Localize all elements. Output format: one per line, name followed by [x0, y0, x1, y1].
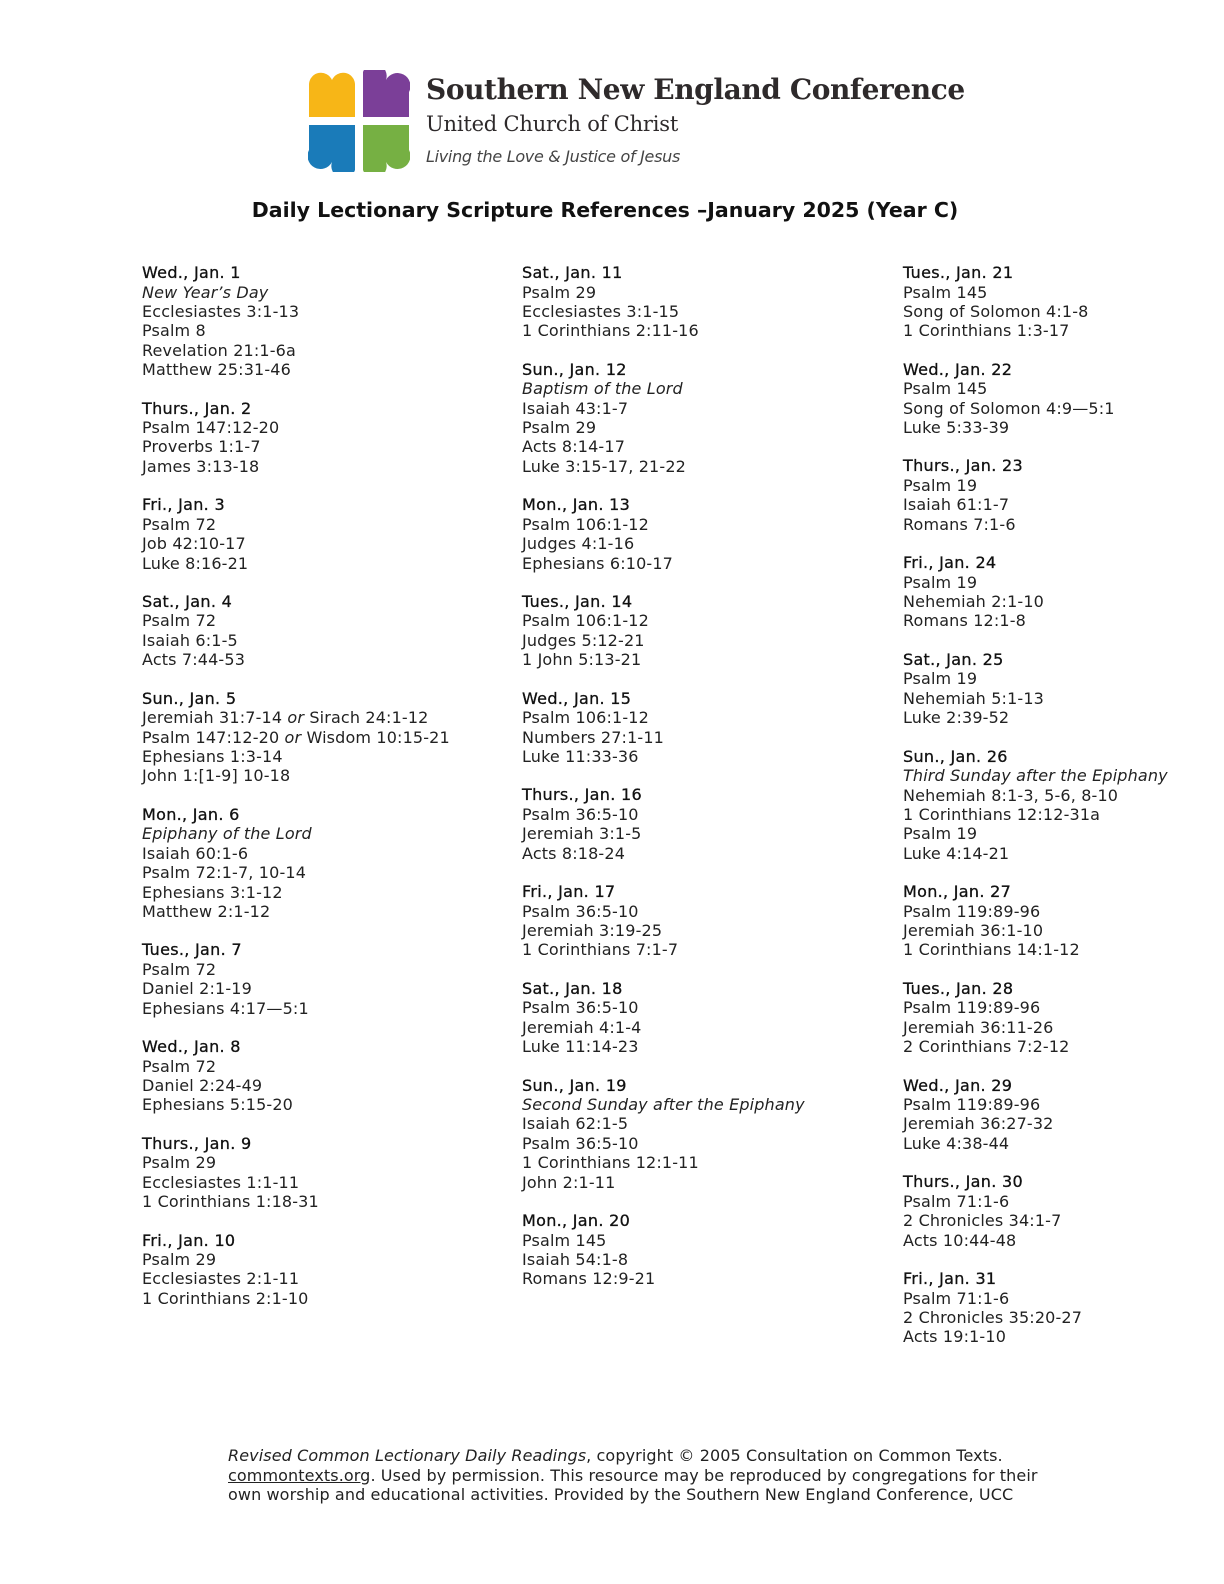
entry-date: Wed., Jan. 22: [903, 359, 1013, 379]
entry-date: Thurs., Jan. 23: [903, 456, 1023, 476]
scripture-reading: Ephesians 1:3-14: [142, 747, 283, 766]
entry-date: Fri., Jan. 3: [142, 495, 225, 515]
lectionary-entry: [903, 747, 1224, 864]
lectionary-entry: [522, 1211, 852, 1289]
scripture-reading: Daniel 2:24-49: [142, 1075, 263, 1095]
scripture-reading: John 2:1-11: [522, 1172, 616, 1192]
lectionary-entry: [142, 1037, 472, 1115]
scripture-reading: Isaiah 61:1-7: [903, 495, 1010, 515]
scripture-reading: Ephesians 6:10-17: [522, 553, 674, 573]
scripture-reading: Matthew 25:31-46: [142, 360, 291, 380]
entry-date: Mon., Jan. 20: [522, 1211, 631, 1231]
scripture-reading: Psalm 36:5-10: [522, 804, 639, 824]
lectionary-entry: [142, 399, 472, 477]
scripture-reading: Matthew 2:1-12: [142, 901, 271, 921]
entry-date: Thurs., Jan. 2: [142, 398, 252, 418]
scripture-reading: Nehemiah 5:1-13: [903, 688, 1044, 708]
scripture-reading: Isaiah 62:1-5: [522, 1114, 629, 1134]
alternative-conjunction: or: [287, 708, 305, 728]
lectionary-entry: [142, 495, 472, 573]
scripture-reading: Psalm 72:1-7, 10-14: [142, 863, 307, 883]
lectionary-entry: [142, 1134, 472, 1212]
lectionary-entry: [522, 495, 852, 573]
lectionary-entry: [522, 689, 852, 767]
scripture-reading: Romans 12:9-21: [522, 1269, 656, 1289]
logo-heart-green: [363, 125, 410, 172]
entry-date: Mon., Jan. 27: [903, 882, 1012, 902]
scripture-reading: Psalm 19: [903, 475, 978, 495]
scripture-reading: 1 Corinthians 12:1-11: [522, 1153, 699, 1173]
scripture-reading: Luke 8:16-21: [142, 553, 249, 573]
lectionary-entry: [903, 553, 1224, 631]
scripture-reading: Isaiah 6:1-5: [142, 630, 238, 650]
footer-copyright: , copyright © 2005 Consultation on Common Texts.: [586, 1446, 1003, 1465]
scripture-reading: Isaiah 60:1-6: [142, 843, 249, 863]
scripture-reading: Psalm 19: [903, 669, 978, 689]
scripture-reading: Romans 12:1-8: [903, 611, 1026, 631]
entry-occasion: New Year’s Day: [142, 282, 269, 302]
lectionary-entry: [903, 456, 1224, 534]
entry-date: Mon., Jan. 13: [522, 495, 631, 515]
lectionary-entry: [142, 940, 472, 1018]
entry-occasion: Third Sunday after the Epiphany: [903, 766, 1168, 786]
scripture-reading: Psalm 8: [142, 321, 206, 341]
scripture-reading: Ecclesiastes 3:1-15: [522, 301, 680, 321]
scripture-reading: 1 Corinthians 2:1-10: [142, 1288, 309, 1308]
scripture-reading: Acts 19:1-10: [903, 1327, 1007, 1347]
scripture-reading: 1 Corinthians 12:12-31a: [903, 804, 1101, 824]
entry-occasion: Second Sunday after the Epiphany: [522, 1095, 805, 1115]
scripture-reading: Judges 4:1-16: [522, 534, 635, 554]
scripture-reading: Jeremiah 3:1-5: [522, 824, 642, 844]
scripture-reading: Psalm 36:5-10: [522, 1133, 639, 1153]
scripture-reading: Psalm 72: [142, 611, 217, 631]
entry-date: Wed., Jan. 15: [522, 688, 632, 708]
lectionary-entry: [903, 979, 1224, 1057]
scripture-reading: Nehemiah 2:1-10: [903, 592, 1044, 612]
scripture-reading: Acts 10:44-48: [903, 1230, 1017, 1250]
scripture-reading: 1 John 5:13-21: [522, 650, 642, 670]
logo-heart-blue: [308, 125, 355, 172]
lectionary-entry: [903, 1172, 1224, 1250]
lectionary-entry: [903, 1076, 1224, 1154]
scripture-reading: 1 Corinthians 1:18-31: [142, 1192, 319, 1212]
scripture-reading: Acts 8:14-17: [522, 437, 626, 457]
entry-date: Fri., Jan. 10: [142, 1230, 236, 1250]
conference-logo: [308, 70, 410, 172]
scripture-reading: Acts 8:18-24: [522, 843, 626, 863]
scripture-reading: Psalm 106:1-12: [522, 514, 649, 534]
entry-date: Tues., Jan. 14: [522, 591, 633, 611]
scripture-reading: 2 Chronicles 35:20-27: [903, 1307, 1083, 1327]
scripture-reading: Acts 7:44-53: [142, 650, 246, 670]
entry-date: Tues., Jan. 7: [142, 940, 242, 960]
entry-date: Thurs., Jan. 30: [903, 1172, 1023, 1192]
scripture-reading: Ecclesiastes 1:1-11: [142, 1172, 300, 1192]
scripture-reading: Jeremiah 3:19-25: [522, 921, 663, 941]
scripture-reading: Jeremiah 4:1-4: [522, 1017, 642, 1037]
lectionary-entry: [522, 882, 852, 960]
scripture-reading: Nehemiah 8:1-3, 5-6, 8-10: [903, 785, 1119, 805]
scripture-reading: Psalm 106:1-12: [522, 611, 649, 631]
scripture-reading: Luke 4:38-44: [903, 1133, 1010, 1153]
scripture-reading: Psalm 119:89-96: [903, 1095, 1041, 1115]
scripture-reading: Psalm 36:5-10: [522, 998, 639, 1018]
scripture-reading: John 1:[1-9] 10-18: [142, 766, 291, 786]
scripture-reading: Psalm 29: [522, 418, 597, 438]
scripture-reading: Ecclesiastes 3:1-13: [142, 301, 300, 321]
footer-permission: . Used by permission. This resource may be reproduced by congregations for their own worship and educational activities. Provided by the Southern New England Conference, UCC: [228, 1465, 1038, 1504]
org-name: Southern New England Conference: [426, 73, 965, 106]
entry-date: Sat., Jan. 18: [522, 978, 623, 998]
logo-heart-purple: [363, 70, 410, 117]
entry-date: Thurs., Jan. 16: [522, 785, 642, 805]
scripture-reading: Isaiah 54:1-8: [522, 1250, 629, 1269]
lectionary-column-3: [903, 263, 1224, 1366]
lectionary-entry: [142, 689, 472, 786]
entry-date: Tues., Jan. 21: [903, 263, 1014, 282]
scripture-reading: Luke 4:14-21: [903, 843, 1010, 863]
scripture-reading: Psalm 145: [903, 379, 988, 399]
scripture-reading: Ephesians 4:17—5:1: [142, 998, 309, 1018]
entry-date: Fri., Jan. 24: [903, 553, 997, 573]
document-title: Daily Lectionary Scripture References –January 2025 (Year C): [251, 198, 959, 222]
scripture-reading: Ephesians 3:1-12: [142, 882, 283, 902]
scripture-reading: Luke 2:39-52: [903, 708, 1010, 728]
scripture-reading: Luke 3:15-17, 21-22: [522, 456, 686, 476]
scripture-reading: Psalm 19: [903, 824, 978, 844]
scripture-reading: Job 42:10-17: [142, 534, 246, 554]
lectionary-entry: [903, 650, 1224, 728]
scripture-reading: 1 Corinthians 14:1-12: [903, 940, 1080, 960]
scripture-reading: Judges 5:12-21: [522, 630, 645, 650]
scripture-reading: Jeremiah 36:1-10: [903, 921, 1044, 941]
scripture-reading: Ephesians 5:15-20: [142, 1095, 294, 1115]
scripture-reading: Proverbs 1:1-7: [142, 437, 261, 457]
scripture-reading: 2 Corinthians 7:2-12: [903, 1037, 1070, 1057]
entry-date: Fri., Jan. 17: [522, 882, 616, 902]
scripture-reading: Psalm 72: [142, 1056, 217, 1076]
scripture-reading: Psalm 145: [903, 282, 988, 302]
lectionary-entry: [903, 263, 1224, 341]
org-tagline: Living the Love & Justice of Jesus: [426, 147, 680, 166]
lectionary-column-2: [522, 263, 852, 1308]
entry-date: Wed., Jan. 29: [903, 1075, 1013, 1095]
scripture-reading: Ecclesiastes 2:1-11: [142, 1269, 300, 1289]
entry-date: Wed., Jan. 8: [142, 1037, 241, 1057]
scripture-reading: 1 Corinthians 7:1-7: [522, 940, 679, 960]
scripture-reading: Revelation 21:1-6a: [142, 340, 296, 360]
scripture-reading: Psalm 119:89-96: [903, 998, 1041, 1018]
scripture-reading: Luke 11:33-36: [522, 747, 639, 766]
scripture-reading: Psalm 71:1-6: [903, 1288, 1010, 1308]
entry-date: Tues., Jan. 28: [903, 978, 1014, 998]
lectionary-entry: [522, 979, 852, 1057]
scripture-reading: Jeremiah 36:27-32: [903, 1114, 1054, 1134]
scripture-reading: Psalm 119:89-96: [903, 901, 1041, 921]
scripture-reading: Luke 11:14-23: [522, 1037, 639, 1057]
lectionary-entry: [522, 360, 852, 477]
scripture-reading: Psalm 106:1-12: [522, 708, 649, 728]
lectionary-entry: [903, 360, 1224, 438]
entry-date: Fri., Jan. 31: [903, 1269, 997, 1288]
scripture-reading: Psalm 72: [142, 514, 217, 534]
footer-notice: [228, 1446, 1048, 1505]
entry-date: Thurs., Jan. 9: [142, 1133, 252, 1153]
scripture-reading: Daniel 2:1-19: [142, 979, 252, 999]
scripture-reading: Isaiah 43:1-7: [522, 398, 629, 418]
footer-source-title: Revised Common Lectionary Daily Readings: [228, 1446, 587, 1465]
entry-date: Sat., Jan. 4: [142, 591, 233, 611]
lectionary-entry: [522, 592, 852, 670]
entry-date: Sat., Jan. 25: [903, 649, 1004, 669]
lectionary-entry: [142, 1231, 472, 1309]
entry-date: Sat., Jan. 11: [522, 263, 623, 282]
lectionary-entry: [522, 1076, 852, 1193]
scripture-reading: Psalm 19: [903, 572, 978, 592]
entry-date: Mon., Jan. 6: [142, 804, 240, 824]
scripture-reading: Romans 7:1-6: [903, 514, 1016, 534]
scripture-reading: Luke 5:33-39: [903, 418, 1010, 438]
scripture-reading: 1 Corinthians 1:3-17: [903, 321, 1070, 341]
scripture-reading: 2 Chronicles 34:1-7: [903, 1211, 1062, 1231]
scripture-reading: Psalm 71:1-6: [903, 1191, 1010, 1211]
scripture-reading: Numbers 27:1-11: [522, 727, 665, 747]
entry-date: Sun., Jan. 26: [903, 746, 1008, 766]
scripture-reading: Jeremiah 36:11-26: [903, 1017, 1054, 1037]
entry-occasion: Baptism of the Lord: [522, 379, 683, 399]
scripture-reading: Psalm 72: [142, 959, 217, 979]
entry-date: Wed., Jan. 1: [142, 263, 241, 282]
scripture-reading: James 3:13-18: [142, 456, 260, 476]
scripture-reading: Song of Solomon 4:9—5:1: [903, 398, 1115, 418]
org-subtitle: United Church of Christ: [426, 112, 679, 136]
logo-heart-yellow: [309, 73, 355, 117]
lectionary-entry: [142, 805, 472, 922]
lectionary-entry: [522, 785, 852, 863]
entry-date: Sun., Jan. 12: [522, 359, 627, 379]
scripture-reading: Psalm 29: [522, 282, 597, 302]
lectionary-entry: [522, 263, 852, 341]
scripture-reading: Psalm 147:12-20 or Wisdom 10:15-21: [142, 727, 450, 747]
lectionary-column-1: [142, 263, 472, 1327]
scripture-reading: 1 Corinthians 2:11-16: [522, 321, 699, 341]
lectionary-entry: [142, 263, 472, 380]
lectionary-entry: [903, 1269, 1224, 1347]
scripture-reading: Psalm 145: [522, 1230, 607, 1250]
scripture-reading: Psalm 29: [142, 1153, 217, 1173]
entry-date: Sun., Jan. 5: [142, 688, 237, 708]
lectionary-entry: [903, 882, 1224, 960]
footer-link[interactable]: commontexts.org: [228, 1465, 371, 1485]
scripture-reading: Psalm 36:5-10: [522, 901, 639, 921]
alternative-conjunction: or: [284, 727, 302, 747]
entry-occasion: Epiphany of the Lord: [142, 824, 312, 844]
scripture-reading: Psalm 29: [142, 1250, 217, 1269]
lectionary-entry: [142, 592, 472, 670]
scripture-reading: Psalm 147:12-20: [142, 418, 280, 438]
entry-date: Sun., Jan. 19: [522, 1075, 627, 1095]
scripture-reading: Song of Solomon 4:1-8: [903, 301, 1089, 321]
scripture-reading: Jeremiah 31:7-14 or Sirach 24:1-12: [142, 708, 429, 728]
